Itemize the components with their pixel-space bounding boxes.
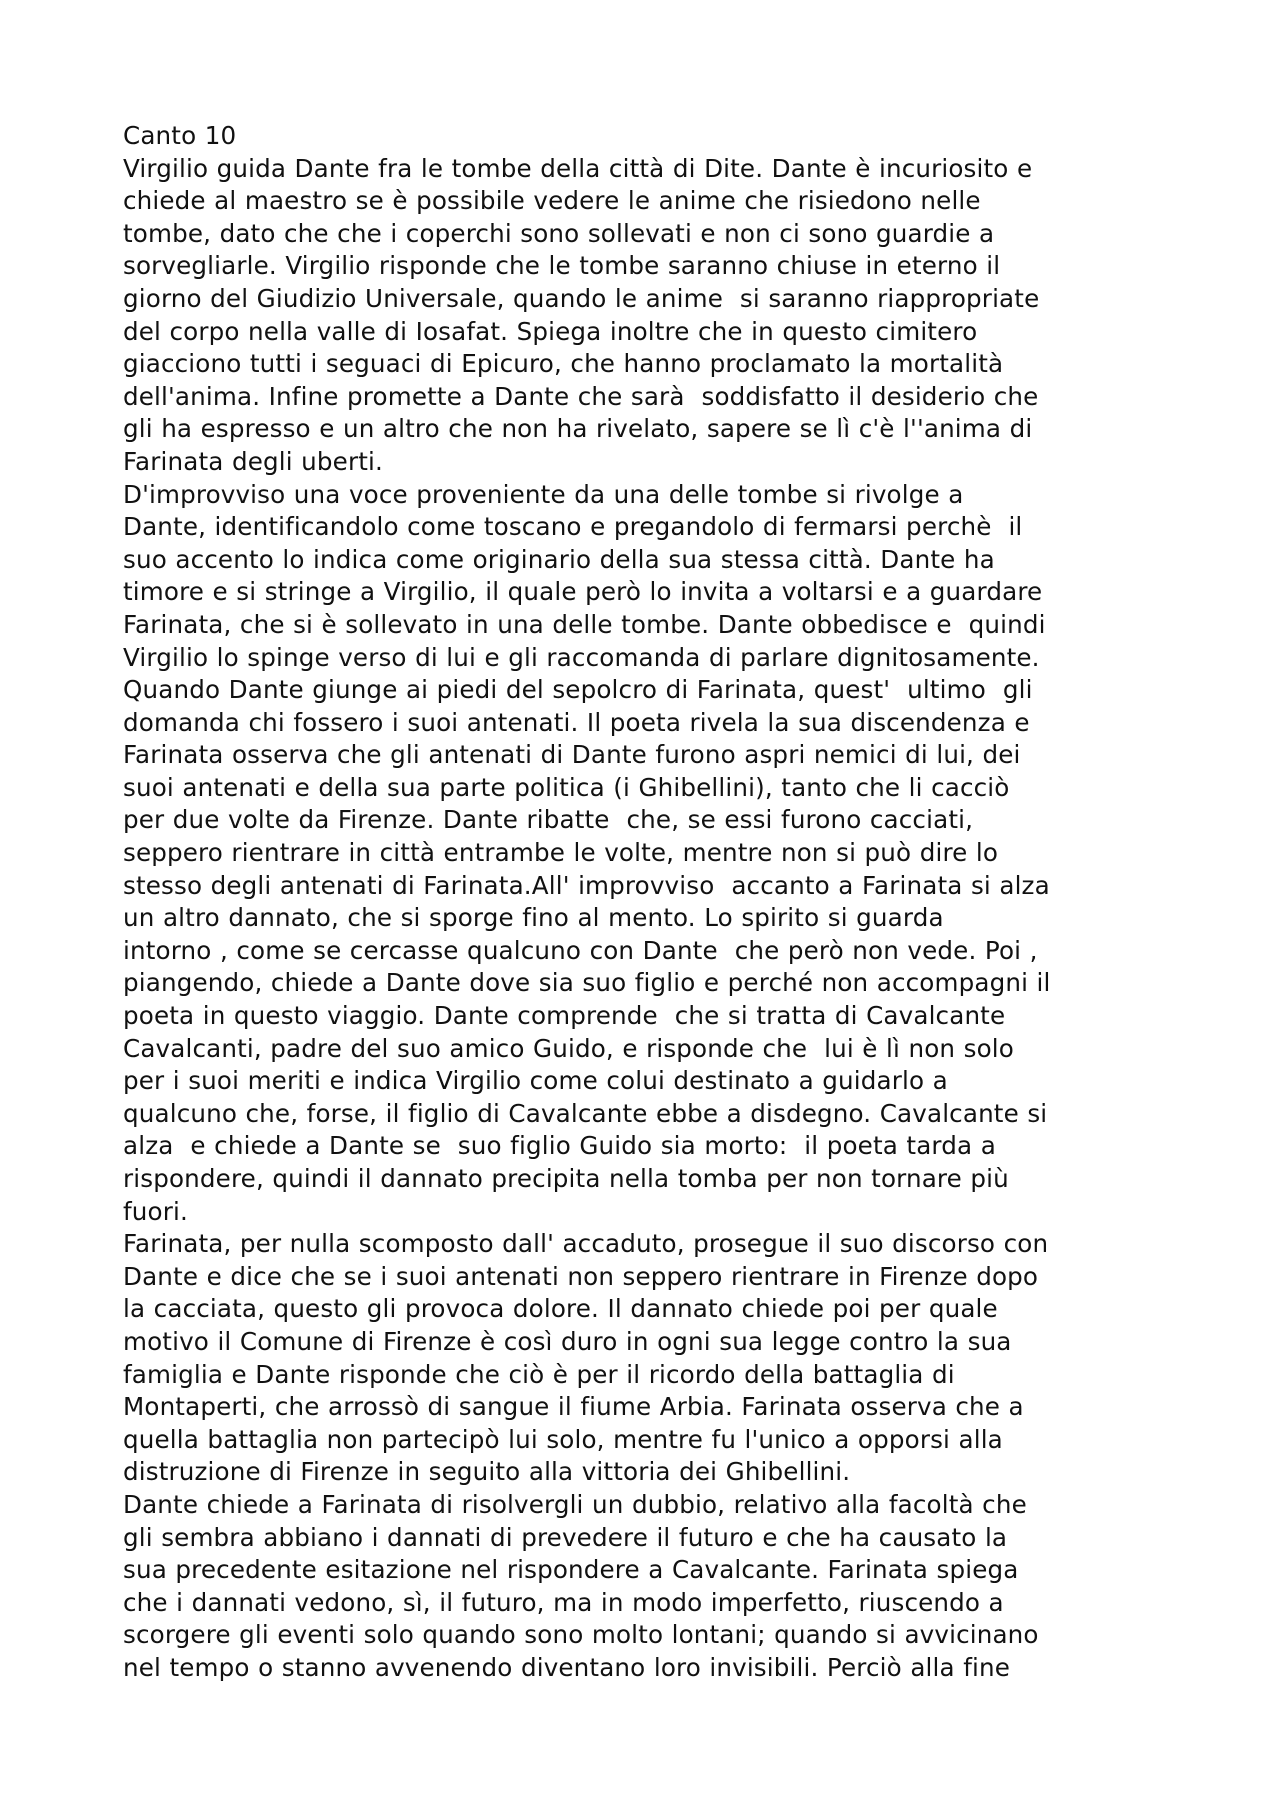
text-line: seppero rientrare in città entrambe le volte, mentre non si può dire lo xyxy=(123,838,999,868)
text-line: Montaperti, che arrossò di sangue il fiume Arbia. Farinata osserva che a xyxy=(123,1392,1024,1422)
text-line: Farinata, che si è sollevato in una delle tombe. Dante obbedisce e quindi xyxy=(123,609,1046,639)
text-line: qualcuno che, forse, il figlio di Cavalcante ebbe a disdegno. Cavalcante si xyxy=(123,1098,1048,1128)
text-line: Virgilio guida Dante fra le tombe della città di Dite. Dante è incuriosito e xyxy=(123,153,1033,183)
text-line: Quando Dante giunge ai piedi del sepolcro di Farinata, quest' ultimo gli xyxy=(123,675,1033,705)
text-line: domanda chi fossero i suoi antenati. Il poeta rivela la sua discendenza e xyxy=(123,707,1030,737)
text-line: scorgere gli eventi solo quando sono molto lontani; quando si avvicinano xyxy=(123,1620,1039,1650)
text-line: giorno del Giudizio Universale, quando le anime si saranno riappropriate xyxy=(123,283,1040,313)
text-line: Farinata osserva che gli antenati di Dante furono aspri nemici di lui, dei xyxy=(123,740,1021,770)
text-line: che i dannati vedono, sì, il futuro, ma in modo imperfetto, riuscendo a xyxy=(123,1587,1004,1617)
text-line: suo accento lo indica come originario della sua stessa città. Dante ha xyxy=(123,544,995,574)
text-line: timore e si stringe a Virgilio, il quale però lo invita a voltarsi e a guardare xyxy=(123,577,1043,607)
text-line: nel tempo o stanno avvenendo diventano loro invisibili. Perciò alla fine xyxy=(123,1652,1011,1682)
text-line: Farinata degli uberti. xyxy=(123,446,383,476)
document-title: Canto 10 xyxy=(123,121,237,150)
text-line: suoi antenati e della sua parte politica (i Ghibellini), tanto che li cacciò xyxy=(123,772,1010,802)
text-line: Cavalcanti, padre del suo amico Guido, e risponde che lui è lì non solo xyxy=(123,1033,1014,1063)
text-line: chiede al maestro se è possibile vedere le anime che risiedono nelle xyxy=(123,186,981,216)
text-line: quella battaglia non partecipò lui solo, mentre fu l'unico a opporsi alla xyxy=(123,1424,1003,1454)
text-line: rispondere, quindi il dannato precipita nella tomba per non tornare più xyxy=(123,1164,1009,1193)
text-line: per due volte da Firenze. Dante ribatte che, se essi furono cacciati, xyxy=(123,805,974,835)
text-line: gli sembra abbiano i dannati di prevedere il futuro e che ha causato la xyxy=(123,1522,1008,1552)
text-line: giacciono tutti i seguaci di Epicuro, che hanno proclamato la mortalità xyxy=(123,349,1004,379)
text-line: famiglia e Dante risponde che ciò è per il ricordo della battaglia di xyxy=(123,1359,955,1389)
text-line: motivo il Comune di Firenze è così duro in ogni sua legge contro la sua xyxy=(123,1326,1012,1356)
text-line: Dante, identificandolo come toscano e pregandolo di fermarsi perchè il xyxy=(123,512,1023,542)
text-line: un altro dannato, che si sporge fino al mento. Lo spirito si guarda xyxy=(123,903,944,933)
text-line: Dante chiede a Farinata di risolvergli un dubbio, relativo alla facoltà che xyxy=(123,1489,1027,1519)
document-body xyxy=(123,120,1183,1685)
text-line: alza e chiede a Dante se suo figlio Guido sia morto: il poeta tarda a xyxy=(123,1131,996,1161)
text-line: fuori. xyxy=(123,1196,188,1226)
text-line: Dante e dice che se i suoi antenati non seppero rientrare in Firenze dopo xyxy=(123,1261,1039,1291)
text-line: gli ha espresso e un altro che non ha rivelato, sapere se lì c'è l''anima di xyxy=(123,414,1033,444)
text-line: la cacciata, questo gli provoca dolore. Il dannato chiede poi per quale xyxy=(123,1294,998,1324)
text-line: del corpo nella valle di Iosafat. Spiega inoltre che in questo cimitero xyxy=(123,316,978,346)
text-line: intorno , come se cercasse qualcuno con Dante che però non vede. Poi , xyxy=(123,935,1038,965)
text-line: per i suoi meriti e indica Virgilio come colui destinato a guidarlo a xyxy=(123,1066,948,1096)
text-line: distruzione di Firenze in seguito alla vittoria dei Ghibellini. xyxy=(123,1457,851,1487)
text-line: sorvegliarle. Virgilio risponde che le tombe saranno chiuse in eterno il xyxy=(123,251,1001,281)
text-line: stesso degli antenati di Farinata.All' improvviso accanto a Farinata si alza xyxy=(123,870,1050,900)
text-line: dell'anima. Infine promette a Dante che sarà soddisfatto il desiderio che xyxy=(123,381,1039,411)
text-line: Virgilio lo spinge verso di lui e gli raccomanda di parlare dignitosamente. xyxy=(123,642,1040,672)
text-line: piangendo, chiede a Dante dove sia suo figlio e perché non accompagni il xyxy=(123,968,1051,998)
text-line: tombe, dato che che i coperchi sono sollevati e non ci sono guardie a xyxy=(123,218,995,248)
text-line: sua precedente esitazione nel rispondere a Cavalcante. Farinata spiega xyxy=(123,1555,1019,1585)
text-line: poeta in questo viaggio. Dante comprende che si tratta di Cavalcante xyxy=(123,1001,1006,1031)
text-line: Farinata, per nulla scomposto dall' accaduto, prosegue il suo discorso con xyxy=(123,1229,1049,1259)
text-line: D'improvviso una voce proveniente da una delle tombe si rivolge a xyxy=(123,479,964,509)
